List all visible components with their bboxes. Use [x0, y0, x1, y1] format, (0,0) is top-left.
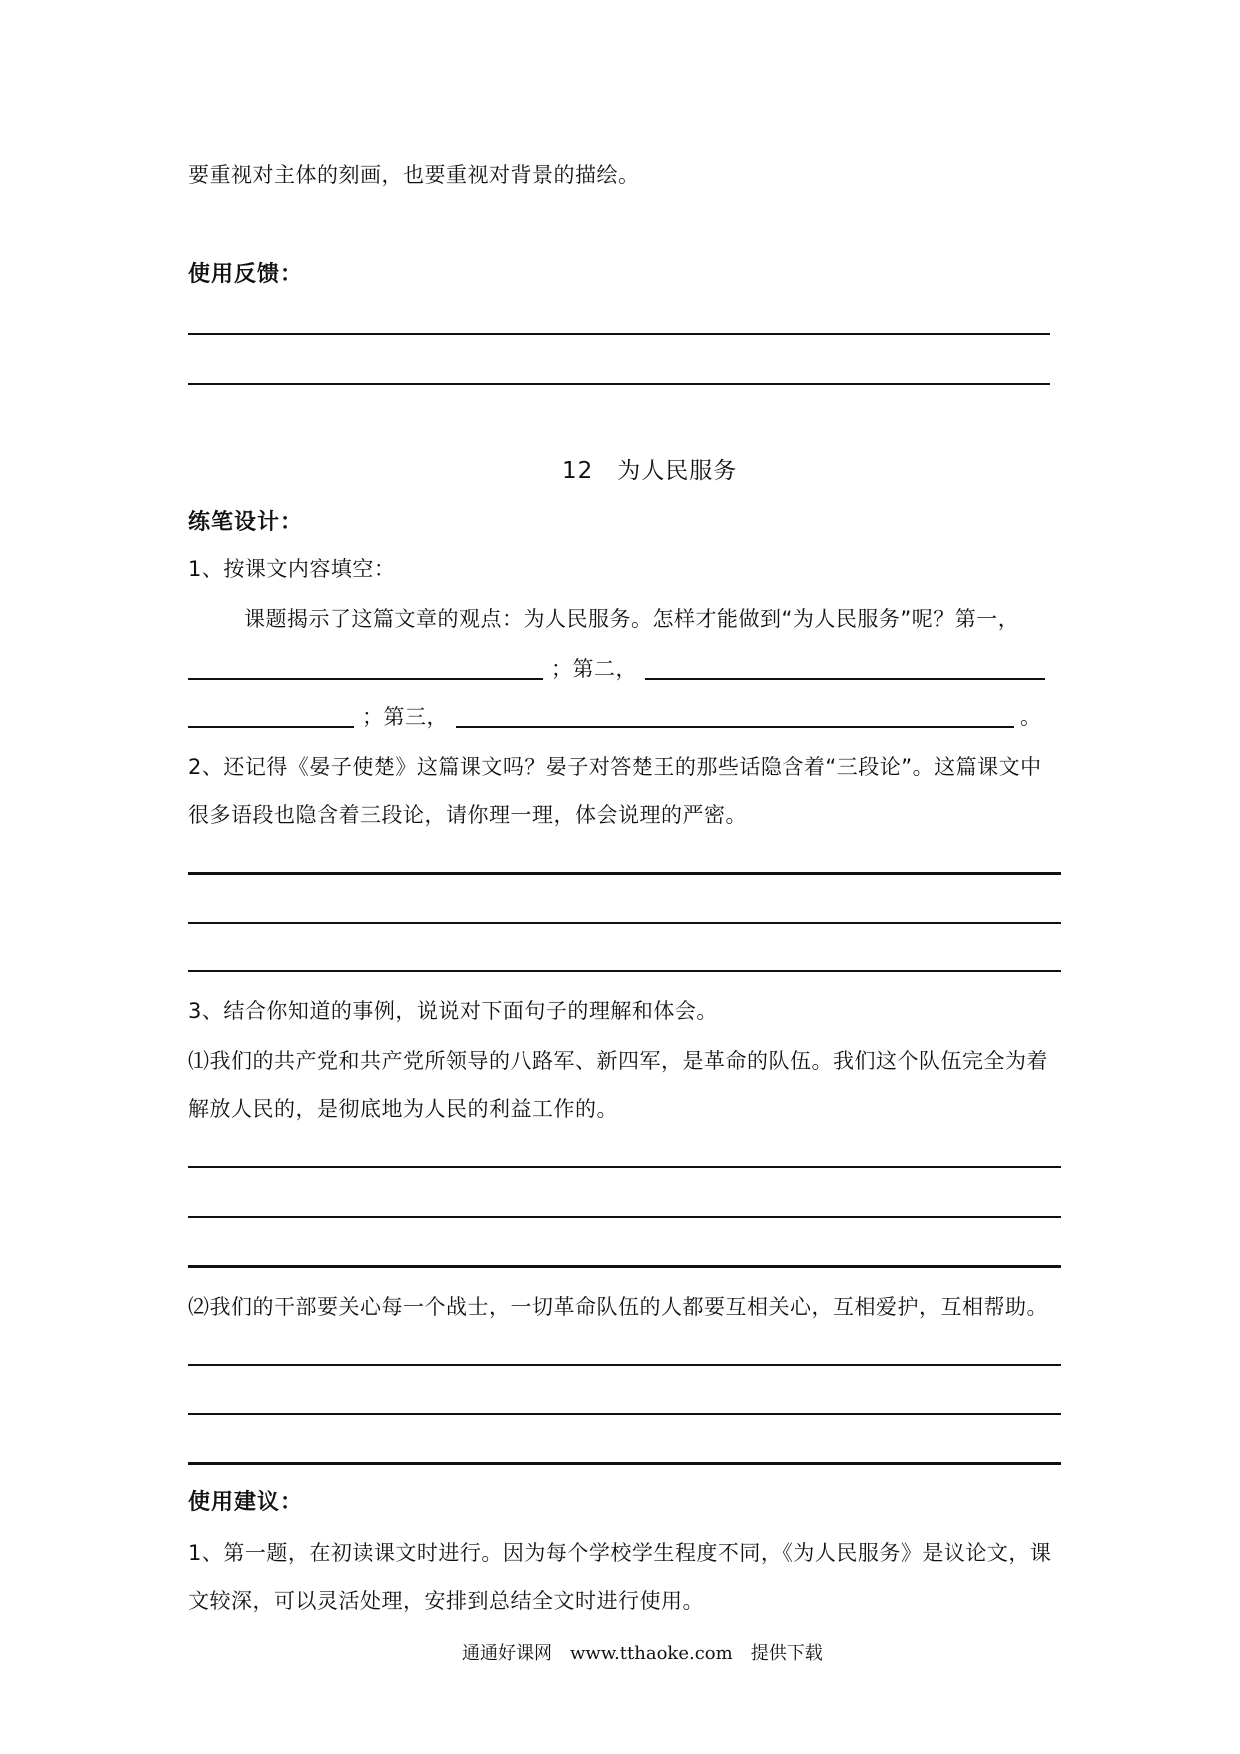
q1-text: 课题揭示了这篇文章的观点：为人民服务。怎样才能做到“为人民服务”呢？第一，: [244, 607, 1020, 631]
q1-sep-2: ；第二，: [551, 657, 637, 681]
q1-blank-2[interactable]: [645, 656, 1045, 680]
footer-text: 通通好课网 www.tthaoke.com 提供下载: [462, 1643, 823, 1664]
intro-line: 要重视对主体的刻画，也要重视对背景的描绘。: [188, 163, 640, 187]
q2-answer-line-1[interactable]: [188, 872, 1061, 875]
q2-line-2: 很多语段也隐含着三段论，请你理一理，体会说理的严密。: [188, 803, 747, 827]
q1-sep-3: ；第三，: [362, 705, 448, 729]
q1-blank-3[interactable]: [456, 704, 1014, 728]
q1-fill-row-1: [188, 654, 1045, 684]
q3-sentence-1-line-1: ⑴我们的共产党和共产党所领导的八路军、新四军，是革命的队伍。我们这个队伍完全为着: [188, 1049, 1048, 1073]
feedback-heading: 使用反馈：: [188, 262, 304, 287]
q1-blank-2b[interactable]: [188, 704, 354, 728]
q3-s2-answer-line-3[interactable]: [188, 1462, 1061, 1465]
q1-end: 。: [1020, 705, 1042, 729]
lesson-title: 12 为人民服务: [562, 458, 738, 484]
q2-answer-line-2[interactable]: [188, 922, 1061, 924]
suggestion-line-2: 文较深，可以灵活处理，安排到总结全文时进行使用。: [188, 1589, 704, 1613]
q2-answer-line-3[interactable]: [188, 970, 1061, 972]
q3-s1-answer-line-3[interactable]: [188, 1265, 1061, 1268]
q3-prompt: 3、结合你知道的事例，说说对下面句子的理解和体会。: [188, 999, 718, 1023]
suggestion-heading: 使用建议：: [188, 1490, 304, 1515]
q2-line-1: 2、还记得《晏子使楚》这篇课文吗？晏子对答楚王的那些话隐含着“三段论”。这篇课文中: [188, 755, 1042, 779]
q3-s2-answer-line-2[interactable]: [188, 1413, 1061, 1415]
q1-blank-1[interactable]: [188, 656, 543, 680]
q3-sentence-1-line-2: 解放人民的，是彻底地为人民的利益工作的。: [188, 1097, 618, 1121]
practice-heading: 练笔设计：: [188, 510, 304, 535]
q3-s1-answer-line-1[interactable]: [188, 1166, 1061, 1168]
feedback-answer-line-1[interactable]: [188, 333, 1050, 335]
q1-prompt: 1、按课文内容填空：: [188, 557, 396, 581]
q3-s2-answer-line-1[interactable]: [188, 1364, 1061, 1366]
q3-s1-answer-line-2[interactable]: [188, 1216, 1061, 1218]
q1-fill-row-2: [188, 702, 1042, 732]
suggestion-line-1: 1、第一题，在初读课文时进行。因为每个学校学生程度不同，《为人民服务》是议论文，课: [188, 1541, 1052, 1565]
feedback-answer-line-2[interactable]: [188, 383, 1050, 385]
q3-sentence-2: ⑵我们的干部要关心每一个战士，一切革命队伍的人都要互相关心，互相爱护，互相帮助。: [188, 1295, 1048, 1319]
